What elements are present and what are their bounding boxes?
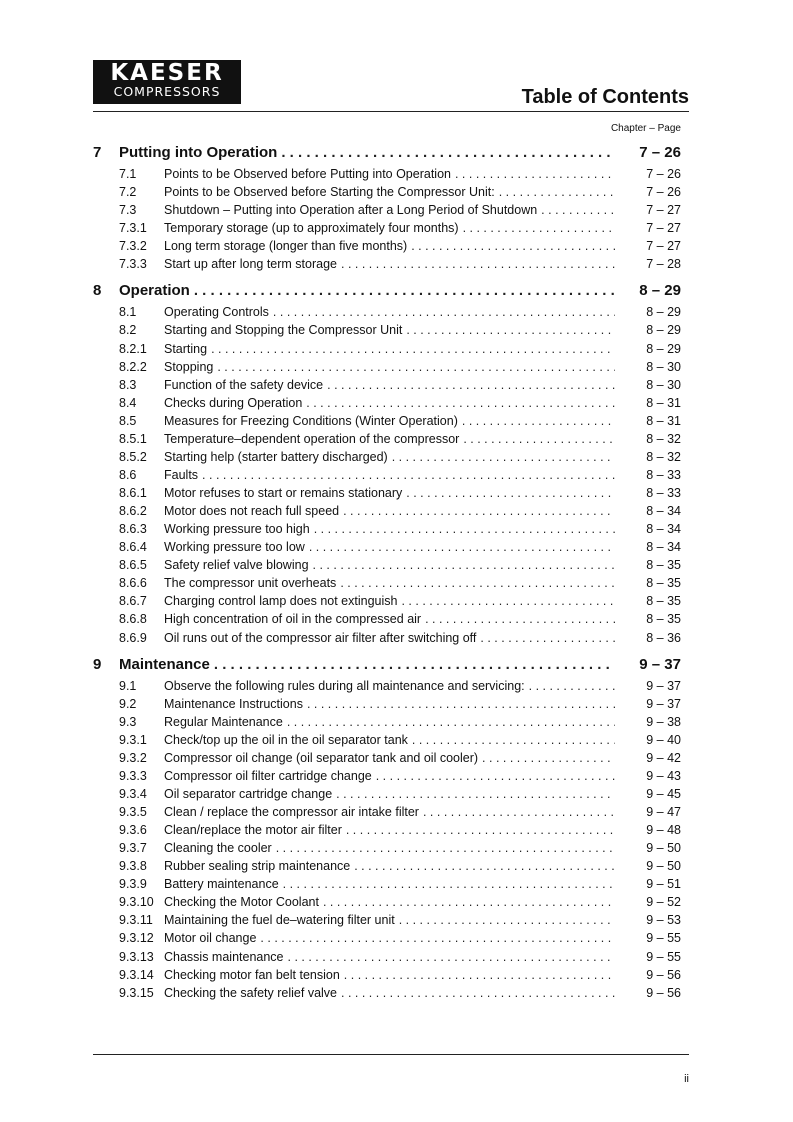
dot-leader — [341, 257, 615, 271]
entry-title: Maintaining the fuel de–watering filter unit — [164, 913, 395, 928]
dot-leader — [211, 342, 615, 356]
entry-title: Points to be Observed before Putting into Operation — [164, 167, 451, 181]
toc-entry-row[interactable] — [93, 931, 689, 949]
entry-page: 8 – 33 — [646, 486, 681, 500]
entry-page: 9 – 55 — [646, 931, 681, 946]
dot-leader — [376, 769, 615, 783]
dot-leader — [411, 239, 615, 253]
entry-page: 7 – 26 — [646, 167, 681, 181]
entry-title: Motor oil change — [164, 931, 257, 946]
entry-number: 9.3.14 — [119, 967, 154, 982]
dot-leader — [462, 414, 615, 428]
dot-leader — [307, 697, 615, 711]
toc-entry-row[interactable] — [93, 612, 689, 630]
entry-title: Compressor oil change (oil separator tank and oil cooler) — [164, 750, 479, 765]
entry-title: Chassis maintenance — [164, 949, 284, 964]
dot-leader — [309, 540, 615, 554]
entry-page: 8 – 34 — [646, 504, 681, 519]
toc-chapter-row[interactable] — [93, 656, 689, 679]
toc-entry-row[interactable] — [93, 185, 689, 203]
entry-page: 9 – 56 — [646, 967, 681, 982]
chapter-number: 9 — [93, 655, 102, 673]
entry-page: 9 – 50 — [646, 859, 681, 874]
entry-number: 8.5 — [119, 413, 137, 428]
entry-number: 9.3.1 — [119, 732, 147, 747]
dot-leader — [425, 612, 615, 626]
toc-entry-row[interactable] — [93, 450, 689, 468]
toc-entry-row[interactable] — [93, 305, 689, 323]
dot-leader — [482, 751, 615, 765]
entry-number: 7.3.3 — [119, 257, 147, 272]
entry-title: Temperature–dependent operation of the compressor — [164, 431, 460, 446]
entry-number: 7.2 — [119, 185, 137, 200]
entry-page: 8 – 29 — [646, 305, 681, 320]
toc-entry-row[interactable] — [93, 895, 689, 913]
dot-leader — [463, 432, 615, 446]
entry-number: 8.5.1 — [119, 431, 147, 446]
entry-title: Cleaning the cooler — [164, 841, 272, 856]
entry-page: 9 – 52 — [646, 895, 681, 910]
toc-entry-row[interactable] — [93, 679, 689, 697]
dot-leader — [354, 859, 615, 873]
toc-entry-row[interactable] — [93, 913, 689, 931]
entry-number: 9.3.2 — [119, 750, 147, 765]
entry-title: Working pressure too high — [164, 522, 310, 537]
entry-number: 7.3 — [119, 203, 137, 218]
entry-number: 7.3.1 — [119, 221, 147, 236]
entry-title: Oil separator cartridge change — [164, 786, 333, 801]
entry-page: 8 – 35 — [646, 558, 681, 573]
entry-page: 7 – 28 — [646, 257, 681, 272]
toc-entry-row[interactable] — [93, 396, 689, 414]
entry-page: 9 – 50 — [646, 841, 681, 856]
toc-entry-row[interactable] — [93, 360, 689, 378]
entry-title: Start up after long term storage — [164, 257, 338, 272]
entry-number: 9.3.3 — [119, 768, 147, 783]
entry-number: 8.6.1 — [119, 486, 147, 500]
entry-page: 8 – 34 — [646, 522, 681, 537]
toc-chapter-row[interactable] — [93, 144, 689, 167]
toc-entry-row[interactable] — [93, 715, 689, 733]
chapter-number: 8 — [93, 282, 102, 300]
toc-entry-row[interactable] — [93, 631, 689, 649]
toc-entry-row[interactable] — [93, 239, 689, 257]
entry-page: 8 – 32 — [646, 449, 681, 464]
entry-title: Checks during Operation — [164, 395, 303, 410]
entry-title: Working pressure too low — [164, 540, 305, 555]
entry-page: 9 – 42 — [646, 750, 681, 765]
entry-title: Starting help (starter battery discharged) — [164, 449, 388, 464]
dot-leader — [214, 656, 615, 673]
entry-number: 8.3 — [119, 377, 137, 392]
toc-entry-row[interactable] — [93, 486, 689, 504]
entry-page: 9 – 55 — [646, 949, 681, 964]
entry-page: 9 – 48 — [646, 823, 681, 838]
entry-number: 9.3.6 — [119, 823, 147, 838]
entry-page: 8 – 29 — [646, 323, 681, 338]
entry-page: 8 – 30 — [646, 359, 681, 374]
toc-entry-row[interactable] — [93, 805, 689, 823]
entry-number: 9.3.12 — [119, 931, 154, 946]
toc-entry-row[interactable] — [93, 697, 689, 715]
dot-leader — [401, 594, 615, 608]
entry-title: High concentration of oil in the compressed air — [164, 612, 422, 627]
entry-page: 8 – 29 — [646, 341, 681, 356]
entry-title: Stopping — [164, 359, 214, 374]
dot-leader — [529, 679, 615, 693]
entry-page: 8 – 35 — [646, 612, 681, 627]
dot-leader — [344, 968, 615, 982]
entry-page: 8 – 33 — [646, 467, 681, 482]
entry-title: Checking the Motor Coolant — [164, 895, 319, 910]
dot-leader — [202, 468, 615, 482]
column-caption: Chapter – Page — [610, 123, 681, 134]
entry-page: 8 – 32 — [646, 431, 681, 446]
toc-entry-row[interactable] — [93, 986, 689, 1004]
toc-entry-row[interactable] — [93, 769, 689, 787]
entry-page: 9 – 53 — [646, 913, 681, 928]
chapter-title: Operation — [119, 282, 190, 300]
toc-entry-row[interactable] — [93, 877, 689, 895]
entry-number: 9.1 — [119, 678, 137, 693]
toc-entry-row[interactable] — [93, 859, 689, 877]
toc-entry-row[interactable] — [93, 787, 689, 805]
entry-title: Rubber sealing strip maintenance — [164, 859, 351, 874]
entry-title: Measures for Freezing Conditions (Winter Operation) — [164, 413, 458, 428]
entry-number: 8.4 — [119, 395, 137, 410]
entry-number: 9.3.7 — [119, 841, 147, 856]
dot-leader — [288, 950, 615, 964]
dot-leader — [306, 396, 615, 410]
entry-number: 8.6.6 — [119, 576, 147, 591]
entry-title: Checking the safety relief valve — [164, 985, 338, 1000]
dot-leader — [463, 221, 615, 235]
entry-page: 8 – 36 — [646, 630, 681, 645]
entry-title: Long term storage (longer than five months) — [164, 239, 408, 254]
table-of-contents — [93, 144, 689, 1004]
entry-number: 8.6.9 — [119, 630, 147, 645]
toc-entry-row[interactable] — [93, 378, 689, 396]
dot-leader — [455, 167, 615, 181]
dot-leader — [217, 360, 615, 374]
dot-leader — [406, 486, 615, 500]
entry-page: 8 – 35 — [646, 576, 681, 591]
entry-number: 7.1 — [119, 167, 137, 181]
entry-title: Starting and Stopping the Compressor Unit — [164, 323, 403, 338]
toc-entry-row[interactable] — [93, 540, 689, 558]
dot-leader — [346, 823, 615, 837]
entry-title: Clean / replace the compressor air intake filter — [164, 805, 419, 819]
entry-title: Motor refuses to start or remains stationary — [164, 486, 403, 500]
entry-number: 9.3 — [119, 714, 137, 729]
toc-entry-row[interactable] — [93, 414, 689, 432]
entry-page: 9 – 47 — [646, 805, 681, 819]
dot-leader — [287, 715, 615, 729]
dot-leader — [327, 378, 615, 392]
dot-leader — [260, 931, 615, 945]
toc-entry-row[interactable] — [93, 576, 689, 594]
entry-title: Clean/replace the motor air filter — [164, 823, 342, 838]
entry-page: 9 – 37 — [646, 678, 681, 693]
toc-entry-row[interactable] — [93, 733, 689, 751]
entry-title: Shutdown – Putting into Operation after a Long Period of Shutdown — [164, 203, 538, 218]
entry-number: 8.2 — [119, 323, 137, 338]
entry-number: 8.6.3 — [119, 522, 147, 537]
entry-title: Observe the following rules during all maintenance and servicing: — [164, 678, 525, 693]
entry-page: 8 – 31 — [646, 413, 681, 428]
entry-number: 9.3.11 — [119, 913, 153, 928]
dot-leader — [412, 733, 615, 747]
entry-title: Points to be Observed before Starting the Compressor Unit: — [164, 185, 495, 200]
toc-entry-row[interactable] — [93, 203, 689, 221]
toc-entry-row[interactable] — [93, 968, 689, 986]
header-divider — [93, 111, 689, 112]
entry-page: 9 – 45 — [646, 786, 681, 801]
entry-number: 9.3.13 — [119, 949, 154, 964]
chapter-title: Putting into Operation — [119, 144, 278, 161]
footer-divider — [93, 1054, 689, 1055]
toc-entry-row[interactable] — [93, 841, 689, 859]
entry-page: 9 – 40 — [646, 732, 681, 747]
toc-entry-row[interactable] — [93, 823, 689, 841]
dot-leader — [283, 877, 615, 891]
entry-title: Charging control lamp does not extinguish — [164, 594, 398, 609]
entry-title: Temporary storage (up to approximately four months) — [164, 221, 459, 236]
toc-entry-row[interactable] — [93, 558, 689, 576]
entry-number: 7.3.2 — [119, 239, 147, 254]
entry-title: Oil runs out of the compressor air filter after switching off — [164, 630, 477, 645]
entry-number: 9.3.4 — [119, 786, 147, 801]
toc-entry-row[interactable] — [93, 257, 689, 275]
chapter-page: 7 – 26 — [639, 144, 681, 161]
dot-leader — [541, 203, 615, 217]
dot-leader — [341, 986, 615, 1000]
dot-leader — [423, 805, 615, 819]
entry-page: 8 – 31 — [646, 395, 681, 410]
dot-leader — [392, 450, 615, 464]
toc-entry-row[interactable] — [93, 342, 689, 360]
dot-leader — [313, 558, 615, 572]
toc-entry-row[interactable] — [93, 221, 689, 239]
dot-leader — [323, 895, 615, 909]
entry-number: 9.3.9 — [119, 877, 147, 892]
entry-page: 7 – 27 — [646, 239, 681, 254]
toc-entry-row[interactable] — [93, 468, 689, 486]
entry-page: 8 – 35 — [646, 594, 681, 609]
entry-number: 9.3.10 — [119, 895, 154, 910]
page-title: Table of Contents — [521, 86, 689, 108]
dot-leader — [276, 841, 615, 855]
entry-title: Check/top up the oil in the oil separator tank — [164, 732, 408, 747]
entry-page: 9 – 37 — [646, 696, 681, 711]
dot-leader — [314, 522, 615, 536]
chapter-number: 7 — [93, 144, 102, 161]
entry-title: Maintenance Instructions — [164, 696, 303, 711]
entry-page: 9 – 38 — [646, 714, 681, 729]
entry-page: 8 – 30 — [646, 377, 681, 392]
dot-leader — [343, 504, 615, 518]
entry-page: 9 – 43 — [646, 768, 681, 783]
entry-page: 9 – 51 — [646, 877, 681, 892]
page-number: ii — [684, 1073, 689, 1085]
dot-leader — [499, 185, 615, 199]
entry-page: 9 – 56 — [646, 985, 681, 1000]
entry-number: 8.2.2 — [119, 359, 147, 374]
toc-entry-row[interactable] — [93, 950, 689, 968]
toc-entry-row[interactable] — [93, 522, 689, 540]
dot-leader — [406, 323, 615, 337]
entry-title: Motor does not reach full speed — [164, 504, 340, 519]
toc-entry-row[interactable] — [93, 323, 689, 341]
entry-title: Battery maintenance — [164, 877, 279, 892]
dot-leader — [336, 787, 615, 801]
entry-title: Function of the safety device — [164, 377, 324, 392]
entry-number: 9.3.15 — [119, 985, 154, 1000]
kaeser-logo — [93, 60, 241, 104]
chapter-title: Maintenance — [119, 655, 210, 673]
toc-entry-row[interactable] — [93, 432, 689, 450]
entry-page: 7 – 26 — [646, 185, 681, 200]
entry-title: Safety relief valve blowing — [164, 558, 309, 573]
dot-leader — [281, 144, 615, 161]
entry-title: Checking motor fan belt tension — [164, 967, 340, 982]
entry-number: 9.2 — [119, 696, 137, 711]
dot-leader — [399, 913, 615, 927]
logo-main-text: KAESER — [110, 60, 224, 86]
entry-page: 7 – 27 — [646, 203, 681, 218]
entry-number: 8.6.8 — [119, 612, 147, 627]
entry-number: 8.5.2 — [119, 449, 147, 464]
chapter-page: 8 – 29 — [639, 282, 681, 300]
toc-entry-row[interactable] — [93, 167, 689, 185]
entry-number: 8.6 — [119, 467, 137, 482]
entry-page: 8 – 34 — [646, 540, 681, 555]
dot-leader — [194, 282, 615, 299]
toc-entry-row[interactable] — [93, 594, 689, 612]
entry-number: 9.3.5 — [119, 805, 147, 819]
entry-page: 7 – 27 — [646, 221, 681, 236]
entry-number: 8.6.2 — [119, 504, 147, 519]
dot-leader — [273, 305, 615, 319]
entry-title: Compressor oil filter cartridge change — [164, 768, 372, 783]
entry-title: Faults — [164, 467, 199, 482]
entry-number: 8.1 — [119, 305, 137, 320]
dot-leader — [480, 631, 615, 645]
entry-number: 8.6.4 — [119, 540, 147, 555]
entry-title: Starting — [164, 341, 208, 356]
entry-title: Regular Maintenance — [164, 714, 283, 729]
chapter-page: 9 – 37 — [639, 655, 681, 673]
entry-number: 8.2.1 — [119, 341, 147, 356]
toc-entry-row[interactable] — [93, 504, 689, 522]
entry-title: Operating Controls — [164, 305, 269, 320]
toc-chapter-row[interactable] — [93, 282, 689, 305]
dot-leader — [340, 576, 615, 590]
entry-number: 8.6.5 — [119, 558, 147, 573]
logo-sub-text: COMPRESSORS — [113, 84, 221, 99]
entry-number: 8.6.7 — [119, 594, 147, 609]
toc-entry-row[interactable] — [93, 751, 689, 769]
entry-title: The compressor unit overheats — [164, 576, 337, 591]
entry-number: 9.3.8 — [119, 859, 147, 874]
